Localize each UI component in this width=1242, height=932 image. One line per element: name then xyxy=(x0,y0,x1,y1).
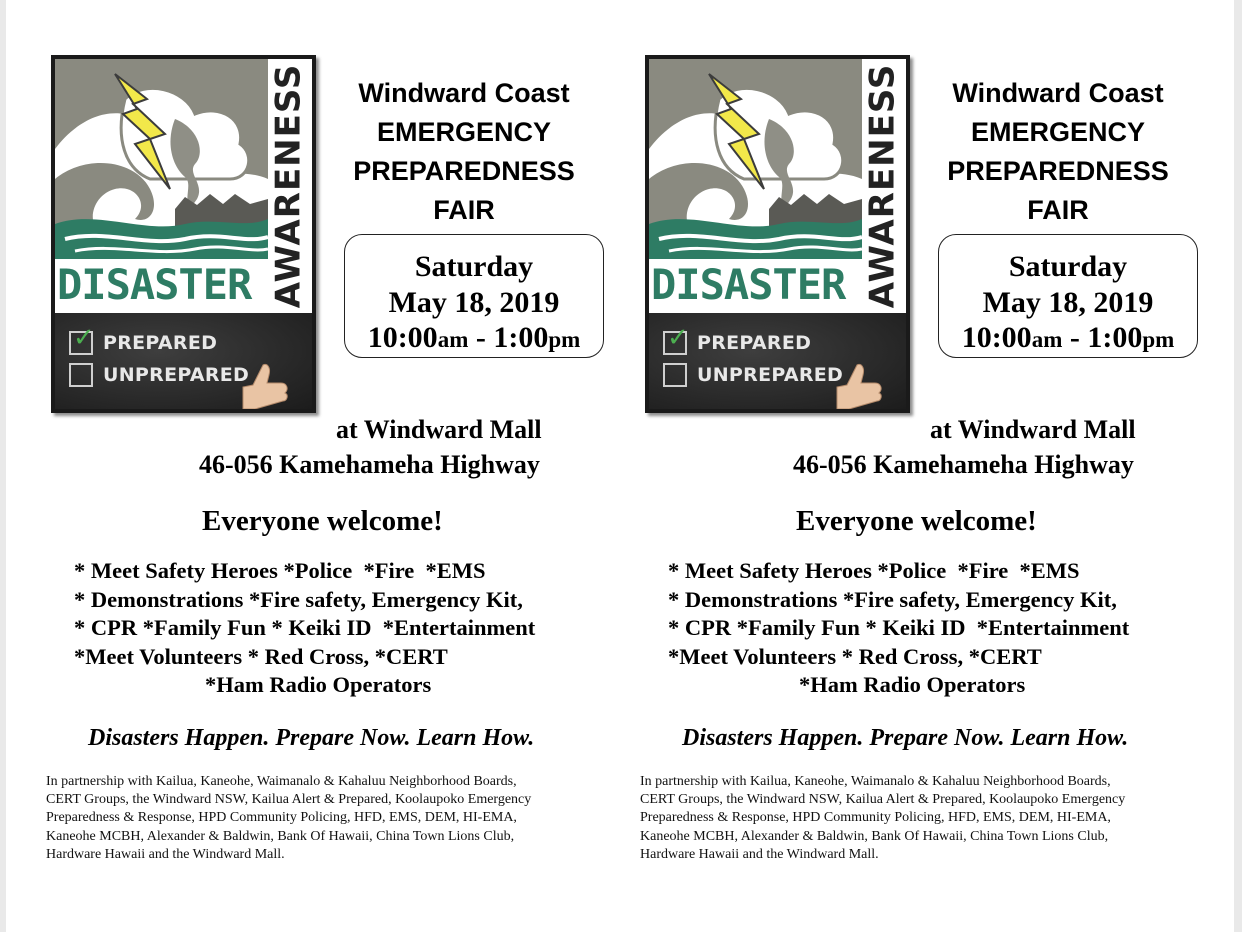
partners-line: Preparedness & Response, HPD Community Policing, HFD, EMS, DEM, HI-EMA, xyxy=(46,810,517,826)
event-title xyxy=(922,74,1194,230)
title-line-1: Windward Coast xyxy=(358,78,570,108)
title-line-2: EMERGENCY xyxy=(970,117,1146,147)
unprepared-label: UNPREPARED xyxy=(103,364,250,386)
venue: at Windward Mall xyxy=(930,415,1136,444)
prepared-label: PREPARED xyxy=(697,332,812,354)
features-list xyxy=(74,557,604,700)
chalkboard xyxy=(55,313,312,409)
check-icon: ✓ xyxy=(667,323,689,353)
event-time xyxy=(939,320,1197,358)
flyer-left xyxy=(6,0,606,932)
awareness-word: AWARENESS xyxy=(862,63,903,309)
welcome-text: Everyone welcome! xyxy=(796,505,1037,537)
end-time: 1:00 xyxy=(1087,321,1143,354)
address: 46-056 Kamehameha Highway xyxy=(199,450,540,479)
disaster-awareness-logo xyxy=(51,55,316,413)
partners-line: Kaneohe MCBH, Alexander & Baldwin, Bank Of Hawaii, China Town Lions Club, xyxy=(640,828,1109,844)
unprepared-label: UNPREPARED xyxy=(697,364,844,386)
check-icon: ✓ xyxy=(73,323,95,353)
date-box xyxy=(344,234,604,358)
partners-line: Hardware Hawaii and the Windward Mall. xyxy=(46,846,285,862)
disaster-word: DISASTER xyxy=(57,260,252,309)
title-line-3: PREPAREDNESS xyxy=(353,156,575,186)
event-date: May 18, 2019 xyxy=(388,286,560,319)
checkbox-empty xyxy=(663,363,687,387)
prepared-label: PREPARED xyxy=(103,332,218,354)
check-row-prepared xyxy=(69,323,218,357)
feature-line: *Meet Volunteers * Red Cross, *CERT xyxy=(668,643,1042,669)
chalkboard xyxy=(649,313,906,409)
partners-line: Kaneohe MCBH, Alexander & Baldwin, Bank Of Hawaii, China Town Lions Club, xyxy=(46,828,515,844)
welcome-text: Everyone welcome! xyxy=(202,505,443,537)
title-line-4: FAIR xyxy=(433,195,495,225)
partners-text xyxy=(640,773,1200,864)
end-suffix: pm xyxy=(548,327,581,352)
flyer-sheet xyxy=(6,0,1234,932)
event-time xyxy=(345,320,603,358)
check-row-prepared xyxy=(663,323,812,357)
check-row-unprepared xyxy=(69,361,249,389)
title-line-4: FAIR xyxy=(1027,195,1089,225)
slogan: Disasters Happen. Prepare Now. Learn How. xyxy=(682,725,1129,751)
feature-line: *Meet Volunteers * Red Cross, *CERT xyxy=(74,643,448,669)
feature-line: * Demonstrations *Fire safety, Emergency Kit, xyxy=(74,586,523,612)
feature-line: * CPR *Family Fun * Keiki ID *Entertainment xyxy=(668,615,1130,640)
thumbs-up-icon xyxy=(235,361,295,409)
partners-line: Hardware Hawaii and the Windward Mall. xyxy=(640,846,879,862)
partners-line: Preparedness & Response, HPD Community Policing, HFD, EMS, DEM, HI-EMA, xyxy=(640,810,1111,826)
date-box xyxy=(938,234,1198,358)
end-suffix: pm xyxy=(1142,327,1175,352)
start-time: 10:00 xyxy=(367,321,438,354)
start-suffix: am xyxy=(437,327,469,352)
event-day: Saturday xyxy=(414,250,534,283)
disaster-awareness-logo xyxy=(645,55,910,413)
venue: at Windward Mall xyxy=(336,415,542,444)
feature-line: * Demonstrations *Fire safety, Emergency Kit, xyxy=(668,586,1117,612)
time-dash: - xyxy=(468,321,494,354)
title-line-1: Windward Coast xyxy=(952,78,1164,108)
thumbs-up-icon xyxy=(829,361,889,409)
partners-text xyxy=(46,773,606,864)
feature-line: *Ham Radio Operators xyxy=(205,672,432,697)
checkbox-checked xyxy=(663,323,689,355)
event-title xyxy=(328,74,600,230)
start-time: 10:00 xyxy=(961,321,1032,354)
event-date: May 18, 2019 xyxy=(982,286,1154,319)
time-dash: - xyxy=(1062,321,1088,354)
slogan: Disasters Happen. Prepare Now. Learn How. xyxy=(88,725,535,751)
disaster-word: DISASTER xyxy=(651,260,846,309)
end-time: 1:00 xyxy=(493,321,549,354)
flyer-right xyxy=(600,0,1200,932)
feature-line: * CPR *Family Fun * Keiki ID *Entertainment xyxy=(74,615,536,640)
features-list xyxy=(668,557,1198,700)
partners-line: In partnership with Kailua, Kaneohe, Waimanalo & Kahaluu Neighborhood Boards, xyxy=(640,774,1111,789)
checkbox-empty xyxy=(69,363,93,387)
title-line-3: PREPAREDNESS xyxy=(947,156,1169,186)
feature-line: * Meet Safety Heroes *Police *Fire *EMS xyxy=(668,558,1080,583)
partners-line: In partnership with Kailua, Kaneohe, Waimanalo & Kahaluu Neighborhood Boards, xyxy=(46,774,517,789)
feature-line: * Meet Safety Heroes *Police *Fire *EMS xyxy=(74,558,486,583)
partners-line: CERT Groups, the Windward NSW, Kailua Alert & Prepared, Koolaupoko Emergency xyxy=(640,792,1126,808)
awareness-word: AWARENESS xyxy=(268,63,309,309)
title-line-2: EMERGENCY xyxy=(376,117,552,147)
feature-line: *Ham Radio Operators xyxy=(799,672,1026,697)
checkbox-checked xyxy=(69,323,95,355)
start-suffix: am xyxy=(1031,327,1063,352)
event-day: Saturday xyxy=(1008,250,1128,283)
address: 46-056 Kamehameha Highway xyxy=(793,450,1134,479)
partners-line: CERT Groups, the Windward NSW, Kailua Alert & Prepared, Koolaupoko Emergency xyxy=(46,792,532,808)
check-row-unprepared xyxy=(663,361,843,389)
